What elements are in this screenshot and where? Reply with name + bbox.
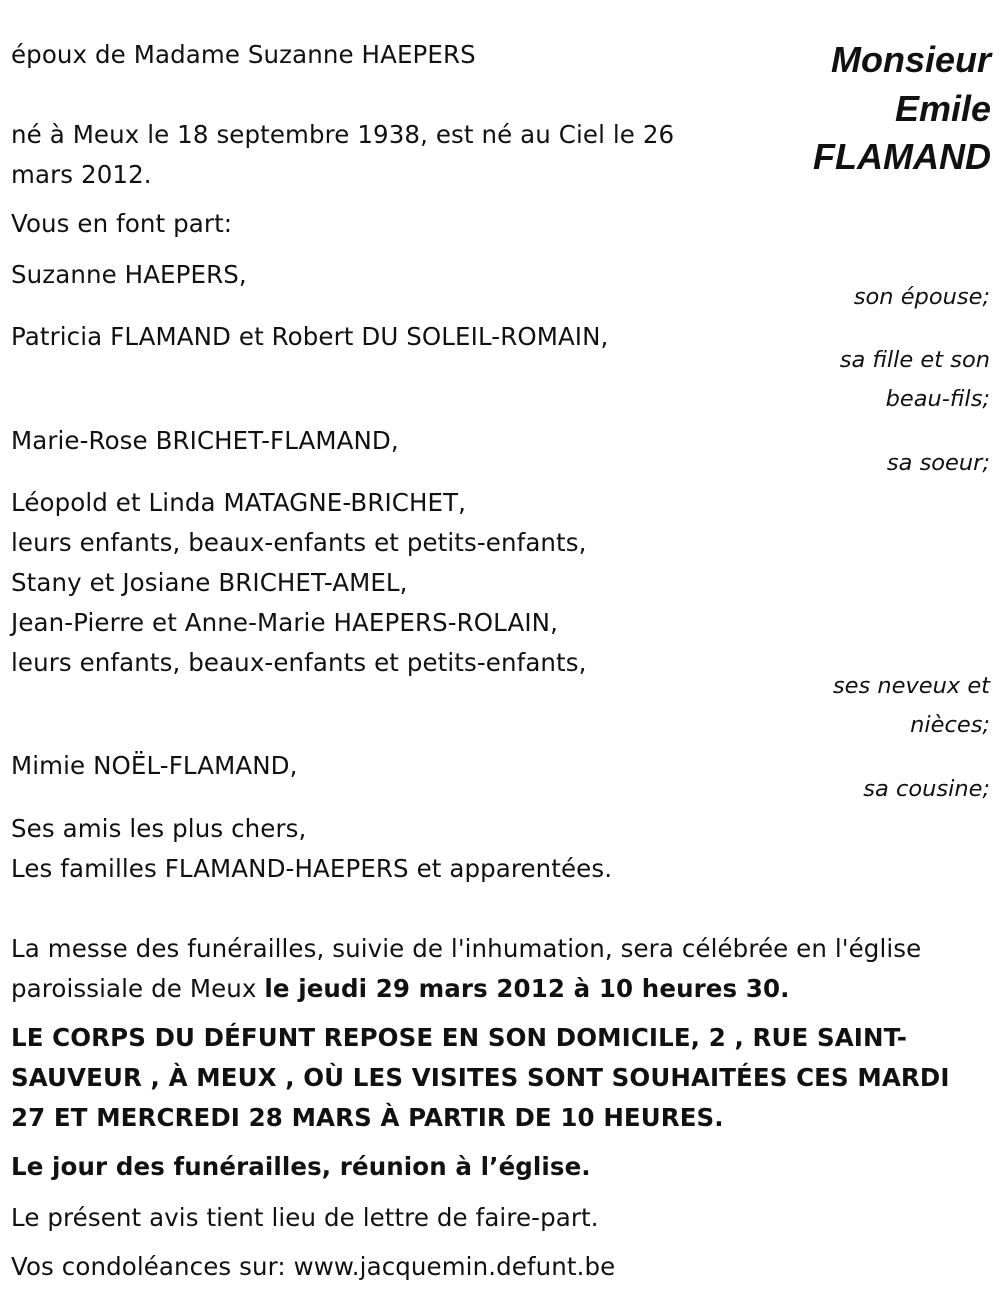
family-line: Les familles FLAMAND-HAEPERS et apparentées. bbox=[11, 854, 613, 883]
relation-label: sa soeur; bbox=[886, 450, 990, 476]
title-line-3: FLAMAND bbox=[813, 136, 991, 177]
body-rest-paragraph: LE CORPS DU DÉFUNT REPOSE EN SON DOMICILE, 2 , RUE SAINT-SAUVEUR , À MEUX , OÙ LES VISITES SONT SOUHAITÉES CES MARDI 27 ET MERCREDI 28 MARS À PARTIR DE 10 HEURES. bbox=[11, 1023, 950, 1132]
birth-death-line: né à Meux le 18 septembre 1938, est né au Ciel le 26 mars 2012. bbox=[11, 120, 675, 189]
family-line: Marie-Rose BRICHET-FLAMAND, bbox=[11, 426, 399, 455]
family-line: Léopold et Linda MATAGNE-BRICHET, bbox=[11, 488, 467, 517]
family-line: Suzanne HAEPERS, bbox=[11, 260, 247, 289]
meeting-line: Le jour des funérailles, réunion à l’église. bbox=[11, 1152, 591, 1181]
announce-line: Vous en font part: bbox=[11, 209, 233, 238]
mass-paragraph bbox=[11, 929, 986, 1009]
relation-label: beau-fils; bbox=[885, 386, 990, 412]
relation-label: ses neveux et bbox=[832, 673, 990, 699]
family-line: Jean-Pierre et Anne-Marie HAEPERS-ROLAIN, bbox=[11, 608, 558, 637]
family-line: Patricia FLAMAND et Robert DU SOLEIL-ROMAIN, bbox=[11, 322, 609, 351]
family-line: Stany et Josiane BRICHET-AMEL, bbox=[11, 568, 408, 597]
family-line: Ses amis les plus chers, bbox=[11, 814, 307, 843]
family-line: Mimie NOËL-FLAMAND, bbox=[11, 751, 298, 780]
family-line: leurs enfants, beaux-enfants et petits-enfants, bbox=[11, 648, 587, 677]
mass-text: La messe des funérailles, suivie de l'inhumation, sera célébrée en l'église paroissiale de Meux bbox=[11, 934, 922, 1003]
notice-line: Le présent avis tient lieu de lettre de faire-part. bbox=[11, 1203, 599, 1232]
title-line-2: Emile bbox=[894, 87, 991, 129]
relation-label: sa fille et son bbox=[839, 347, 990, 373]
relation-label: nièces; bbox=[910, 712, 990, 738]
mass-date: le jeudi 29 mars 2012 à 10 heures 30. bbox=[264, 974, 790, 1003]
relation-label: sa cousine; bbox=[863, 776, 990, 802]
family-line: leurs enfants, beaux-enfants et petits-enfants, bbox=[11, 528, 587, 557]
spouse-line: époux de Madame Suzanne HAEPERS bbox=[11, 40, 476, 69]
title-line-1: Monsieur bbox=[830, 39, 991, 80]
condolences-line: Vos condoléances sur: www.jacquemin.defunt.be bbox=[11, 1252, 616, 1281]
relation-label: son épouse; bbox=[853, 284, 990, 310]
deceased-name bbox=[813, 36, 991, 182]
